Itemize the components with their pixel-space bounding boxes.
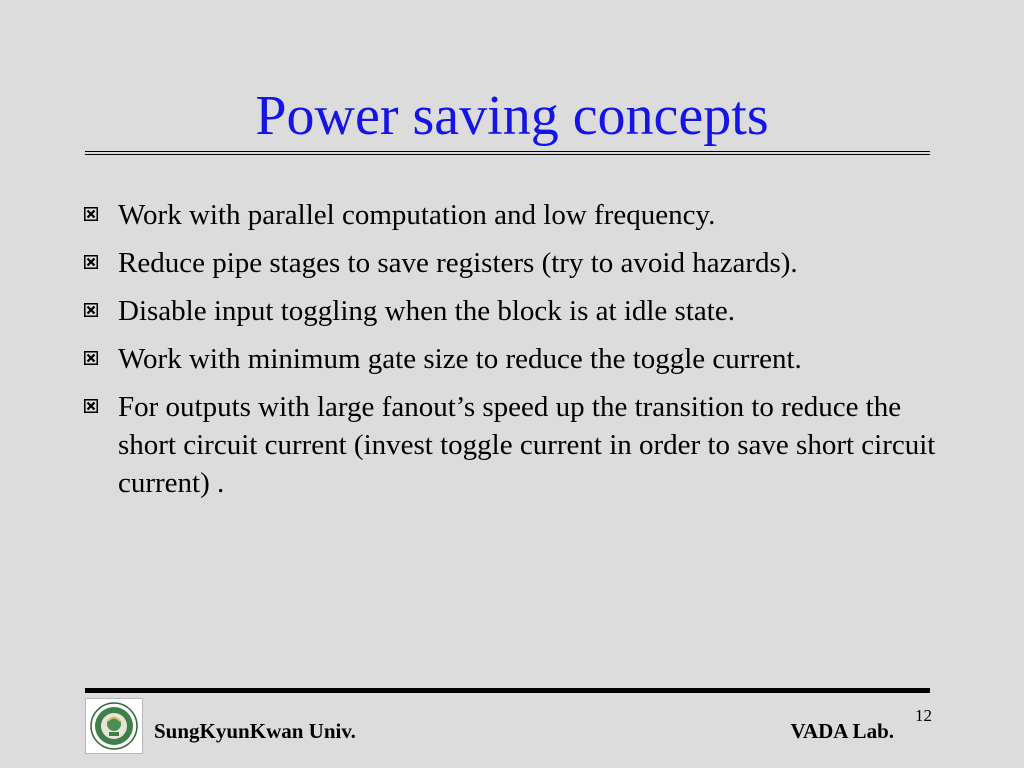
bullet-list [80,196,940,512]
bullet-text: Work with parallel computation and low frequency. [118,199,716,231]
bullet-text: For outputs with large fanout’s speed up the transition to reduce the short circuit current (invest toggle current in order to save short circuit current) . [118,391,936,499]
bullet-item [80,292,940,330]
bullet-text: Disable input toggling when the block is at idle state. [118,295,735,327]
bullet-text: Reduce pipe stages to save registers (try to avoid hazards). [118,247,798,279]
title-divider [85,151,930,157]
footer-divider [85,688,930,693]
boxed-x-icon [84,351,98,365]
bullet-item [80,388,940,502]
boxed-x-icon [84,303,98,317]
bullet-item [80,196,940,234]
boxed-x-icon [84,255,98,269]
footer-university: SungKyunKwan Univ. [154,719,356,743]
footer-lab: VADA Lab. [790,719,894,743]
boxed-x-icon [84,399,98,413]
title-divider-line-top [85,151,930,152]
title-divider-line-bottom [85,154,930,155]
bullet-item [80,244,940,282]
bullet-item [80,340,940,378]
page-number: 12 [915,706,932,725]
bullet-text: Work with minimum gate size to reduce the toggle current. [118,343,802,375]
university-seal-icon [85,698,143,754]
boxed-x-icon [84,207,98,221]
slide-title: Power saving concepts [255,85,769,147]
